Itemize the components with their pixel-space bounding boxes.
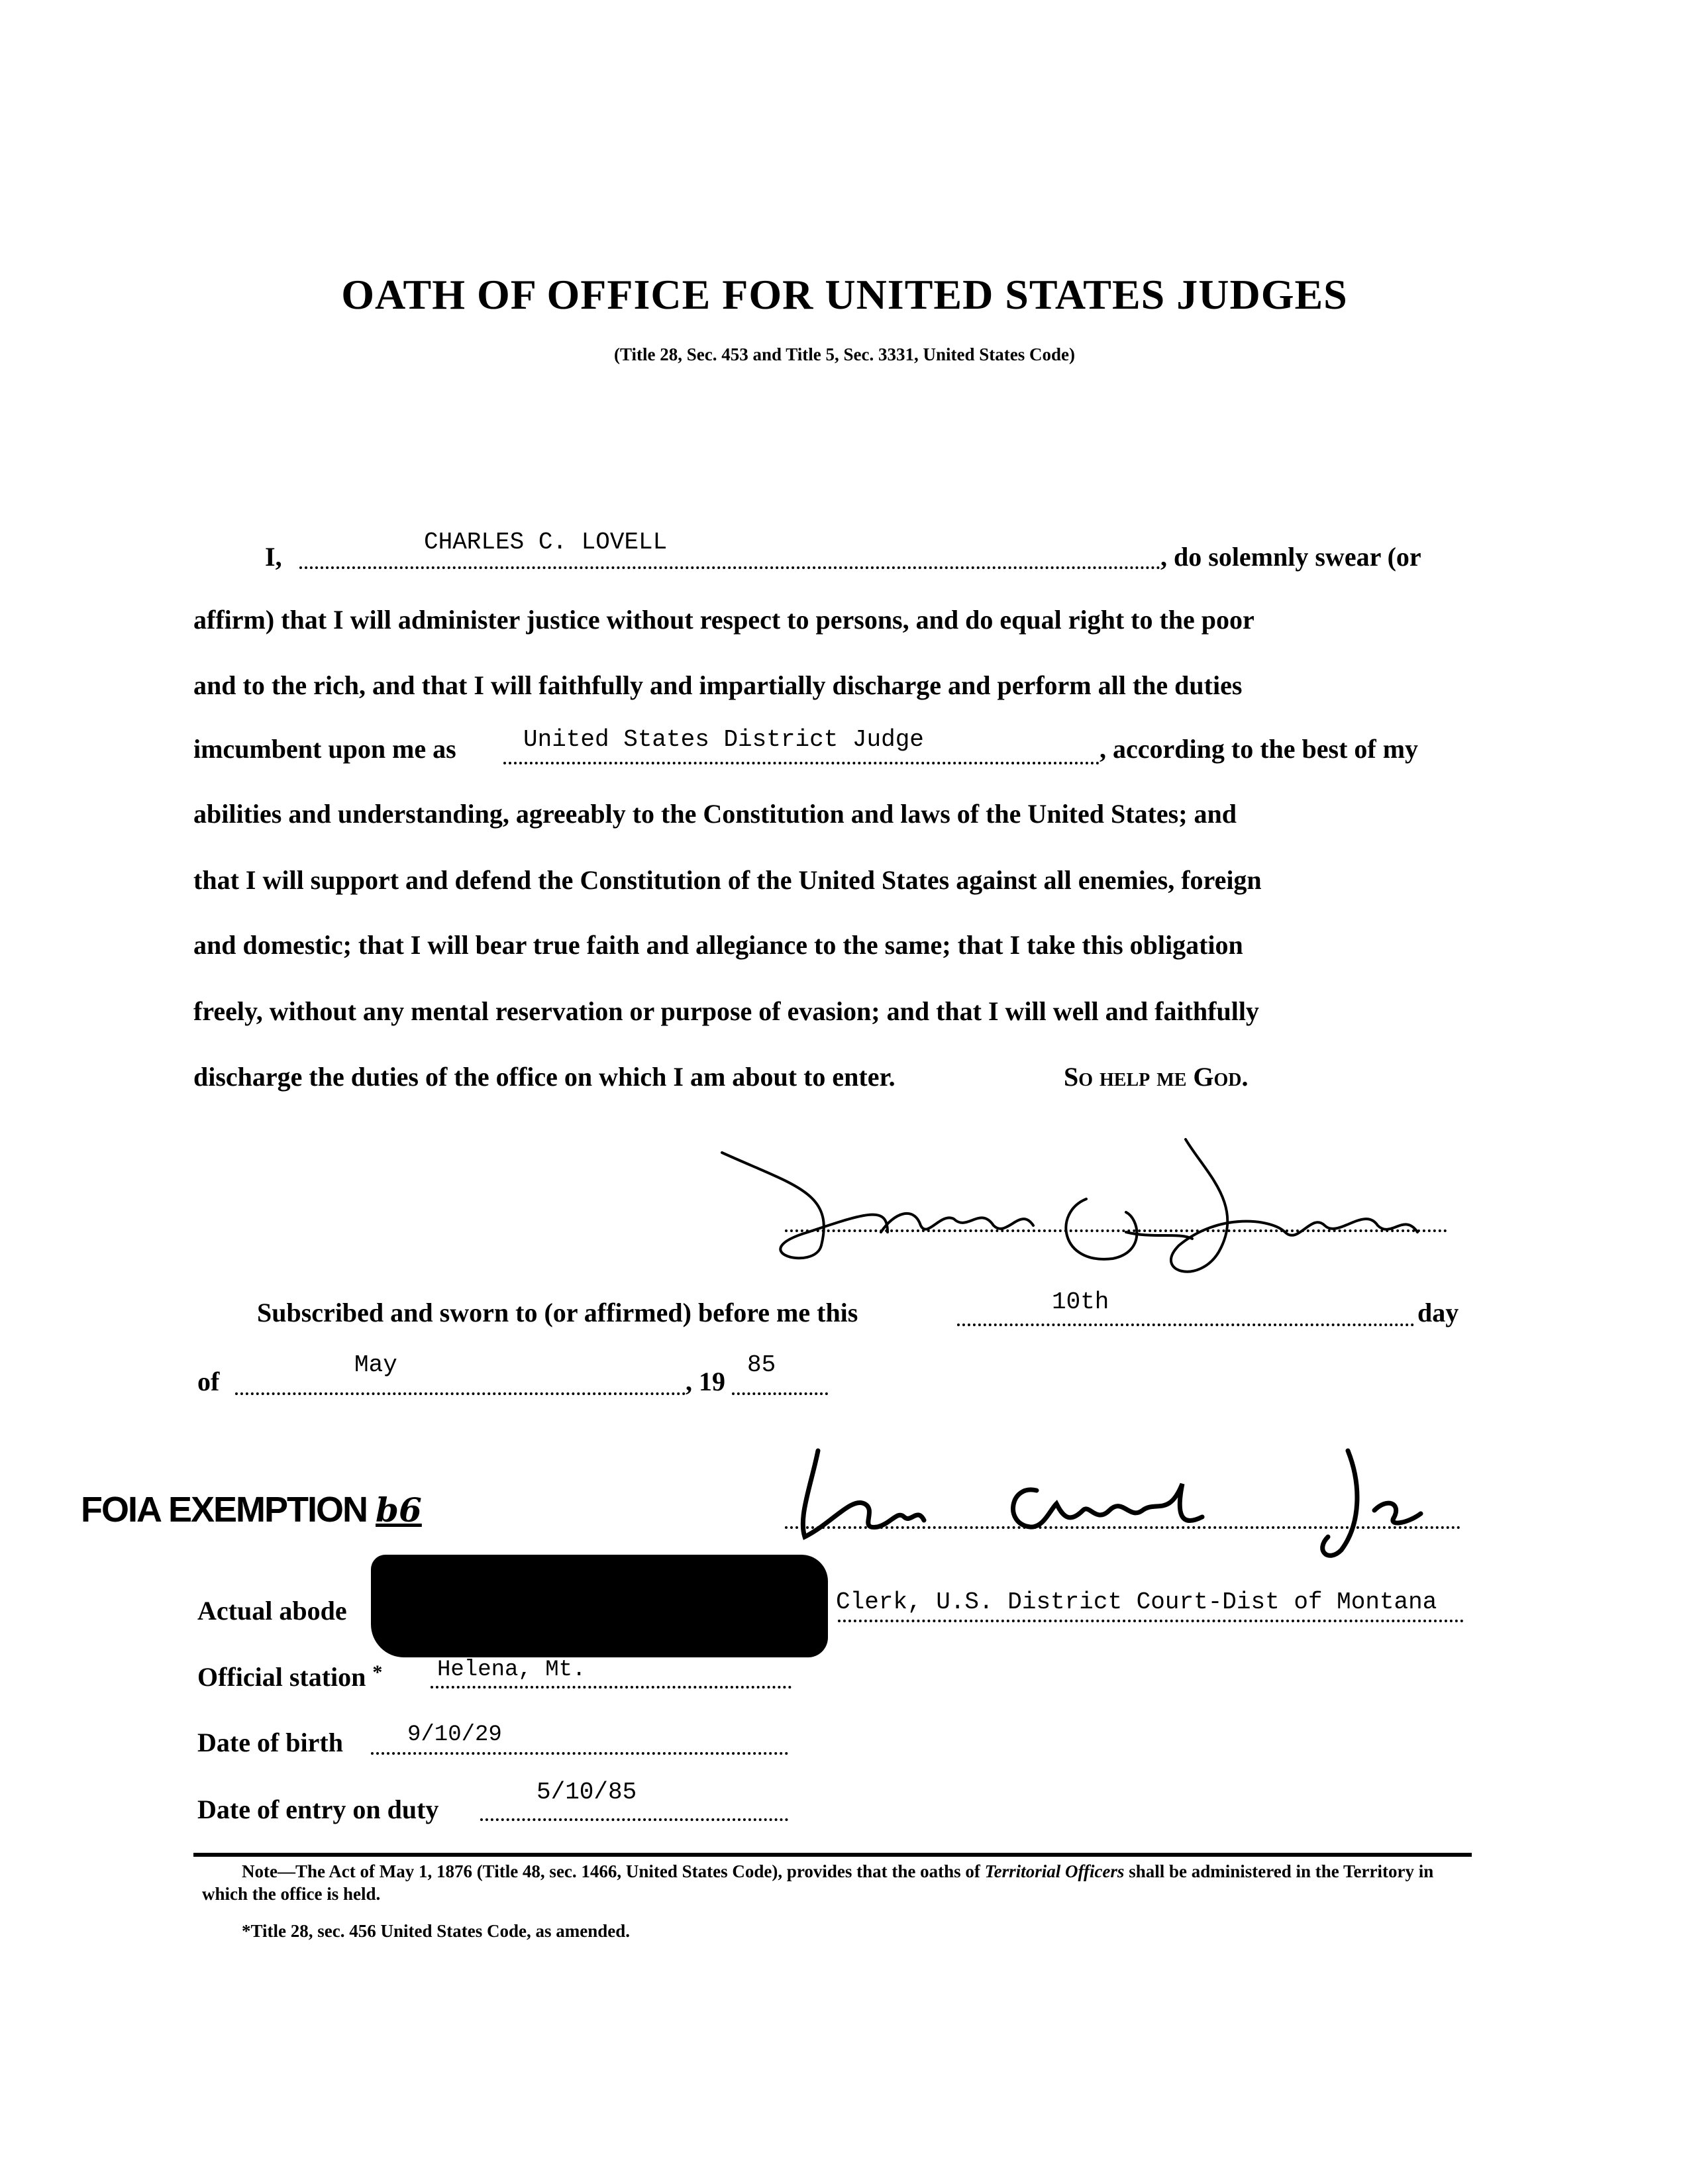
- note-tail: shall be administered in the Territory in which the office is held.: [202, 1861, 1434, 1904]
- signature-stroke: [1374, 1503, 1421, 1523]
- signature-stroke: [881, 1214, 1033, 1232]
- page-title: OATH OF OFFICE FOR UNITED STATES JUDGES: [341, 271, 1348, 318]
- signature-stroke: [803, 1451, 924, 1537]
- oath-prefix: I,: [265, 542, 282, 572]
- oath-line-1-end: , do solemnly swear (or: [1160, 542, 1421, 572]
- sworn-text: Subscribed and sworn to (or affirmed) before me this: [257, 1298, 858, 1327]
- birth-label: Date of birth: [197, 1728, 343, 1757]
- station-value: Helena, Mt.: [437, 1657, 586, 1683]
- oath-line-7: and domestic; that I will bear true faith and allegiance to the same; that I take this obligation: [193, 930, 1243, 960]
- foia-code: b6: [376, 1490, 422, 1530]
- oath-closing: So help me God.: [1064, 1062, 1249, 1092]
- judicial-position: United States District Judge: [523, 726, 924, 753]
- sworn-year: 85: [747, 1351, 776, 1378]
- statute-reference: (Title 28, Sec. 453 and Title 5, Sec. 3331, United States Code): [614, 344, 1075, 364]
- affiant-name: CHARLES C. LOVELL: [424, 529, 668, 556]
- note-lead: Note—The Act of May 1, 1876 (Title 48, sec. 1466, United States Code), provides that the oaths of: [242, 1861, 980, 1881]
- signature-stroke: [1171, 1139, 1417, 1272]
- clerk-dotted-line: [838, 1620, 1464, 1622]
- oath-line-5: abilities and understanding, agreeably to the Constitution and laws of the United States; and: [193, 799, 1237, 829]
- oath-line-3: and to the rich, and that I will faithfully and impartially discharge and perform all the duties: [193, 670, 1243, 700]
- entry-value: 5/10/85: [537, 1779, 637, 1806]
- oath-line-4-start: imcumbent upon me as: [193, 734, 456, 764]
- abode-label: Actual abode: [197, 1596, 347, 1626]
- signature-stroke: [1323, 1451, 1357, 1555]
- oath-line-8: freely, without any mental reservation or purpose of evasion; and that I will well and faithfully: [193, 996, 1259, 1026]
- station-dotted-line: [431, 1686, 792, 1689]
- day-label: day: [1417, 1298, 1459, 1327]
- foia-label: FOIA EXEMPTION: [81, 1490, 368, 1530]
- station-label: [197, 1661, 382, 1692]
- year-prefix: , 19: [686, 1367, 725, 1396]
- year-dotted-line: [732, 1392, 828, 1395]
- name-dotted-line: [299, 566, 1160, 569]
- month-dotted-line: [235, 1392, 686, 1395]
- entry-label: Date of entry on duty: [197, 1794, 439, 1824]
- signature-stroke: [1013, 1484, 1202, 1527]
- birth-dotted-line: [371, 1752, 788, 1755]
- day-dotted-line: [957, 1324, 1414, 1326]
- note-italic: Territorial Officers: [984, 1861, 1125, 1881]
- footer-divider: [193, 1853, 1472, 1857]
- affiant-signature: [715, 1133, 1444, 1305]
- signature-stroke: [1066, 1199, 1137, 1259]
- territorial-note: [202, 1860, 1467, 1905]
- asterisk-footnote: *Title 28, sec. 456 United States Code, as amended.: [242, 1921, 630, 1941]
- officer-signature: [792, 1444, 1487, 1563]
- foia-exemption-stamp: [81, 1489, 422, 1530]
- station-asterisk: *: [372, 1661, 383, 1683]
- sworn-month: May: [354, 1351, 397, 1378]
- oath-line-2: affirm) that I will administer justice without respect to persons, and do equal right to the poor: [193, 605, 1254, 635]
- oath-line-4-end: , according to the best of my: [1100, 734, 1419, 764]
- oath-line-9: discharge the duties of the office on which I am about to enter.: [193, 1062, 896, 1092]
- redaction-block: [371, 1555, 828, 1657]
- position-dotted-line: [503, 762, 1100, 764]
- station-label-text: Official station: [197, 1662, 366, 1692]
- birth-value: 9/10/29: [407, 1722, 502, 1747]
- officer-title: Clerk, U.S. District Court-Dist of Montana: [836, 1588, 1437, 1616]
- month-prefix: of: [197, 1367, 220, 1396]
- signature-stroke: [722, 1153, 888, 1258]
- entry-dotted-line: [480, 1818, 788, 1821]
- sworn-day: 10th: [1052, 1288, 1109, 1316]
- oath-line-6: that I will support and defend the Constitution of the United States against all enemies, foreign: [193, 865, 1262, 895]
